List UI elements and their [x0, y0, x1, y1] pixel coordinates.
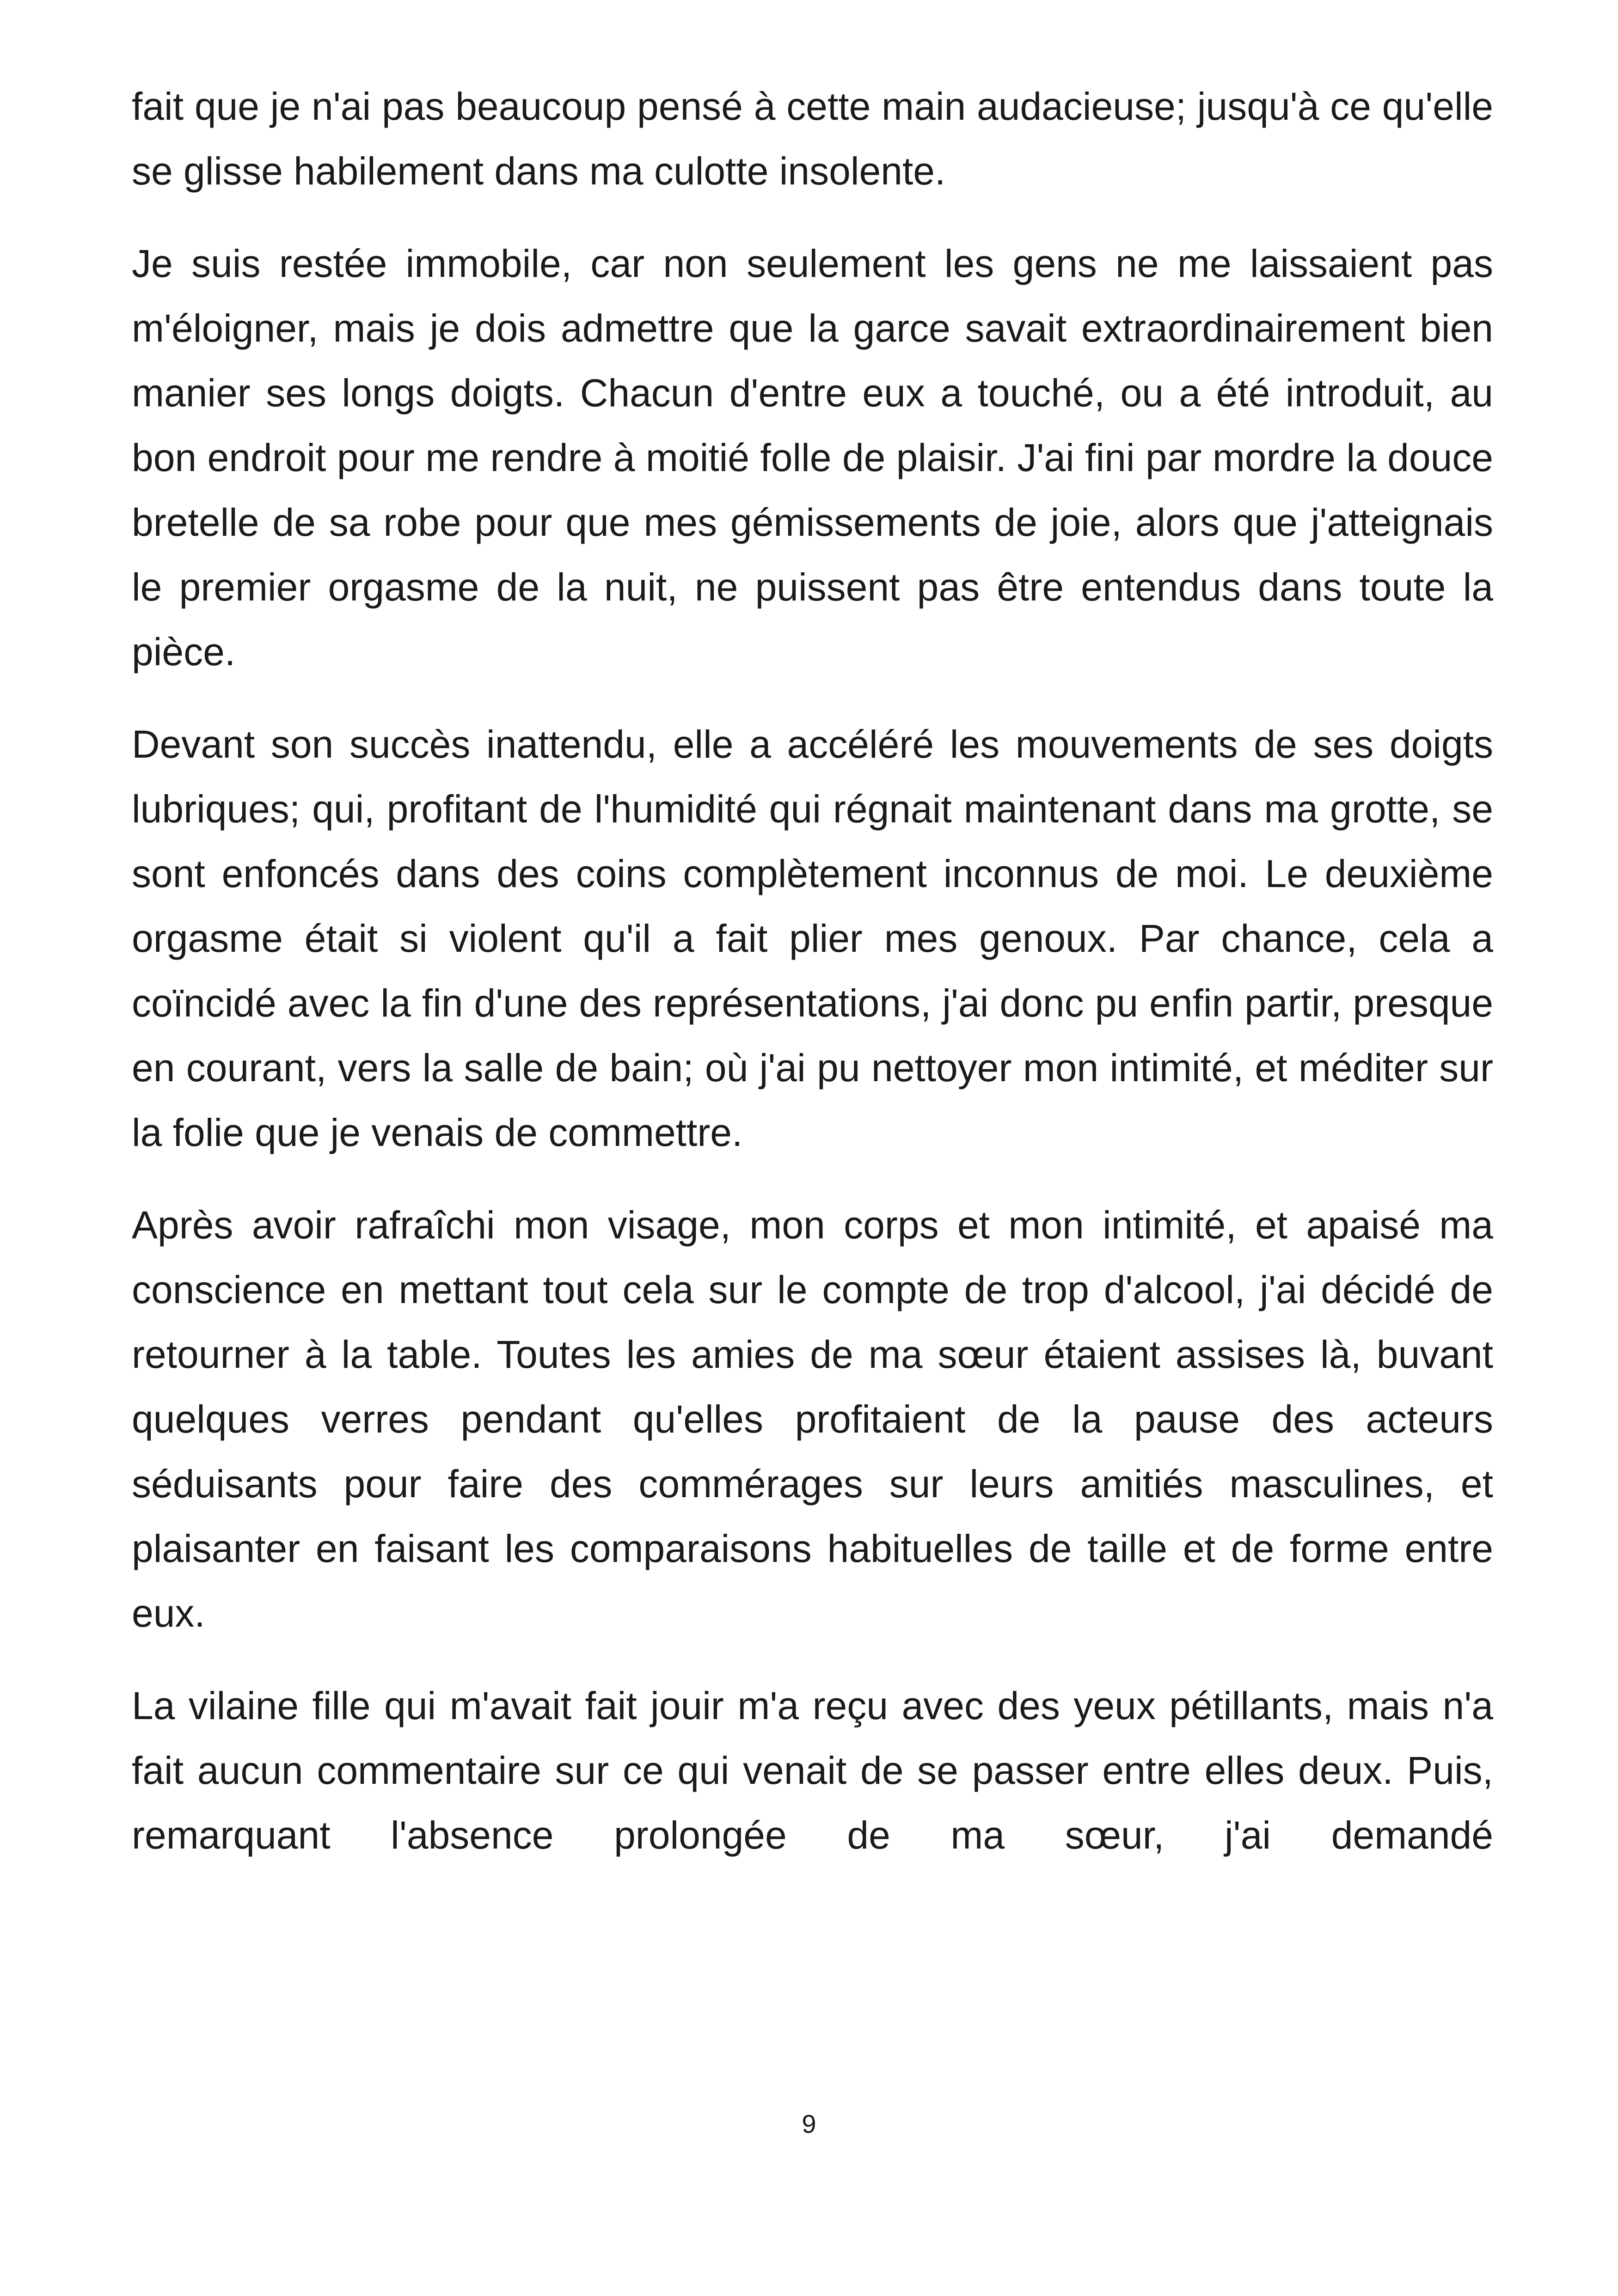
body-text — [132, 74, 1493, 1895]
page-number: 9 — [802, 2109, 816, 2138]
paragraph-2: Je suis restée immobile, car non seulement les gens ne me laissaient pas m'éloigner, mais je dois admettre que la garce savait extraordinairement bien manier ses longs doigts. Chacun d'entre eux a touché, ou a été introduit, au bon endroit pour me rendre à moitié folle de plaisir. J'ai fini par mordre la douce bretelle de sa robe pour que mes gémissements de joie, alors que j'atteignais le premier orgasme de la nuit, ne puissent pas être entendus dans toute la pièce. — [132, 242, 1493, 673]
paragraph-4: Après avoir rafraîchi mon visage, mon corps et mon intimité, et apaisé ma conscience en mettant tout cela sur le compte de trop d'alcool, j'ai décidé de retourner à la table. Toutes les amies de ma sœur étaient assises là, buvant quelques verres pendant qu'elles profitaient de la pause des acteurs séduisants pour faire des commérages sur leurs amitiés masculines, et plaisanter en faisant les comparaisons habituelles de taille et de forme entre eux. — [132, 1203, 1493, 1635]
paragraph-3: Devant son succès inattendu, elle a accéléré les mouvements de ses doigts lubriques; qui, profitant de l'humidité qui régnait maintenant dans ma grotte, se sont enfoncés dans des coins complètement inconnus de moi. Le deuxième orgasme était si violent qu'il a fait plier mes genoux. Par chance, cela a coïncidé avec la fin d'une des représentations, j'ai donc pu enfin partir, presque en courant, vers la salle de bain; où j'ai pu nettoyer mon intimité, et méditer sur la folie que je venais de commettre. — [132, 722, 1493, 1154]
paragraph-5: La vilaine fille qui m'avait fait jouir m'a reçu avec des yeux pétillants, mais n'a fait aucun commentaire sur ce qui venait de se passer entre elles deux. Puis, remarquant l'absence prolongée de ma sœur, j'ai demandé — [132, 1684, 1493, 1857]
paragraph-1: fait que je n'ai pas beaucoup pensé à cette main audacieuse; jusqu'à ce qu'elle se glisse habilement dans ma culotte insolente. — [132, 85, 1493, 193]
